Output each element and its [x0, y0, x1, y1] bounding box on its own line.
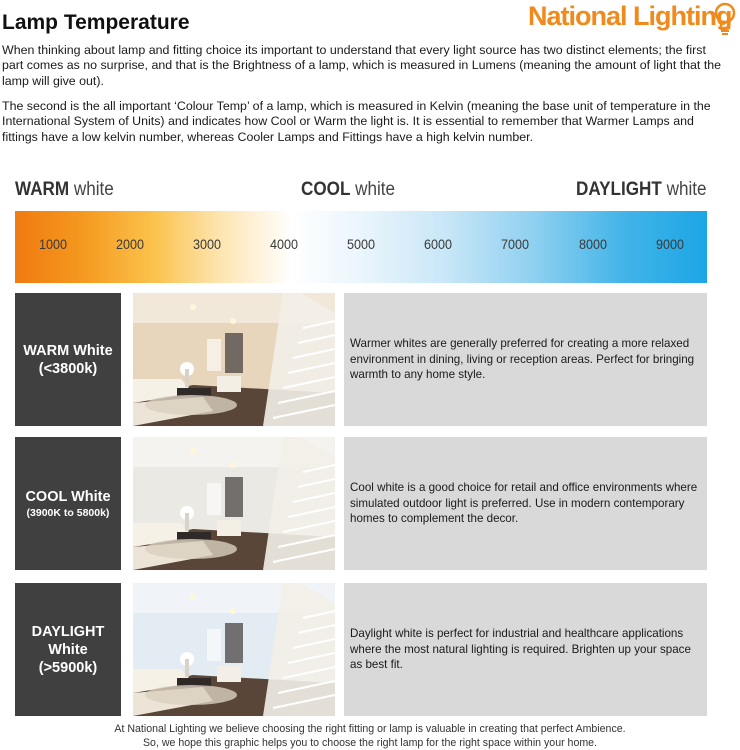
kelvin-tick: 2000	[115, 236, 145, 252]
kelvin-tick: 6000	[423, 236, 453, 252]
kelvin-tick: 9000	[655, 236, 685, 252]
cool-white-row	[15, 437, 707, 570]
room-photo-daylight	[133, 583, 335, 716]
page-title: Lamp Temperature	[2, 11, 190, 34]
row-label-daylight: DAYLIGHT White (>5900k)	[15, 583, 121, 716]
row-description-cool: Cool white is a good choice for retail and office environments where simulated outdoor light is preferred. Use in modern contemporary homes to complement the decor.	[344, 437, 707, 570]
intro-paragraph-colour-temp: The second is the all important ‘Colour Temp’ of a lamp, which is measured in Kelvin (meaning the base unit of temperature in the International System of Units) and indicates how Cool or Warm the light is. It is essential to remember that Warmer Lamps and fittings have a low kelvin number, whereas Cooler Lamps and Fittings have a high kelvin number.	[2, 99, 711, 144]
intro-paragraph-brightness: When thinking about lamp and fitting choice its important to understand that every light source has two distinct elements; the first part comes as no surprise, and that is the Brightness of a lamp, which is measured in Lumens (meaning the amount of light that the lamp will give out).	[2, 43, 722, 88]
footer-line-1: At National Lighting we believe choosing the right fitting or lamp is valuable in creating that perfect Ambience.	[114, 723, 626, 735]
kelvin-tick: 8000	[578, 236, 608, 252]
scale-label-daylight: DAYLIGHT white	[576, 179, 707, 200]
scale-label-cool: COOL white	[301, 179, 396, 200]
scale-label-warm: WARM white	[15, 179, 114, 200]
row-label-warm: WARM White (<3800k)	[15, 293, 121, 426]
room-photo-warm	[133, 293, 335, 426]
logo-text: National Lighting	[528, 1, 732, 31]
row-label-cool: COOL White (3900K to 5800k)	[15, 437, 121, 570]
daylight-white-row	[15, 583, 707, 716]
warm-white-row	[15, 293, 707, 426]
row-description-daylight: Daylight white is perfect for industrial and healthcare applications where the most natural lighting is required. Brighten up your space as best fit.	[344, 583, 707, 716]
kelvin-gradient-bar	[15, 211, 707, 283]
kelvin-tick: 1000	[38, 236, 68, 252]
kelvin-tick: 7000	[500, 236, 530, 252]
kelvin-tick: 3000	[192, 236, 222, 252]
kelvin-tick: 4000	[269, 236, 299, 252]
row-description-warm: Warmer whites are generally preferred for creating a more relaxed environment in dining, living or reception areas. Perfect for bringing warmth to any home style.	[344, 293, 707, 426]
footer-line-2: So, we hope this graphic helps you to choose the right lamp for the right space within your home.	[142, 737, 598, 749]
room-photo-cool	[133, 437, 335, 570]
national-lighting-logo	[528, 0, 740, 40]
bulb-icon	[712, 0, 738, 40]
kelvin-tick: 5000	[346, 236, 376, 252]
